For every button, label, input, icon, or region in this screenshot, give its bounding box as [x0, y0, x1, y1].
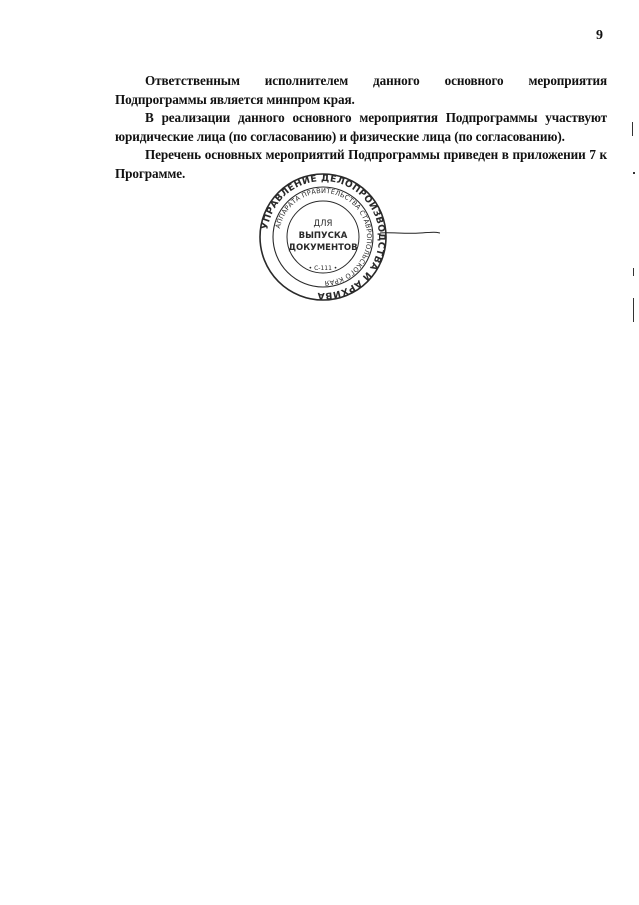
paragraph-responsible-executor: Ответственным исполнителем данного основного мероприятия Подпрограммы является минпром края.: [115, 73, 607, 107]
paragraph-participants: В реализации данного основного мероприятия Подпрограммы участвуют юридические лица (по согласованию) и физические лица (по согласованию).: [115, 110, 607, 144]
document-body: [115, 72, 607, 183]
paragraph-activities-list: Перечень основных мероприятий Подпрограммы приведен в приложении 7 к Программе.: [115, 147, 607, 181]
signature-line: [380, 230, 440, 236]
seal-center-line-1: ДЛЯ: [313, 219, 333, 229]
seal-center-line-3: ДОКУМЕНТОВ: [288, 243, 358, 253]
seal-outer-text: УПРАВЛЕНИЕ ДЕЛОПРОИЗВОДСТВА И АРХИВА: [259, 172, 388, 302]
page-number: 9: [596, 28, 603, 43]
scan-edge-mark: [632, 122, 633, 136]
scan-edge-mark: [633, 172, 635, 174]
official-seal: [258, 172, 388, 302]
seal-center-line-2: ВЫПУСКА: [298, 231, 348, 241]
seal-inner-text: АППАРАТА ПРАВИТЕЛЬСТВА СТАВРОПОЛЬСКОГО КРАЯ: [273, 186, 374, 288]
scan-edge-mark: [633, 268, 634, 276]
scan-edge-mark: [633, 298, 634, 322]
seal-code: • С-111 •: [308, 265, 338, 272]
